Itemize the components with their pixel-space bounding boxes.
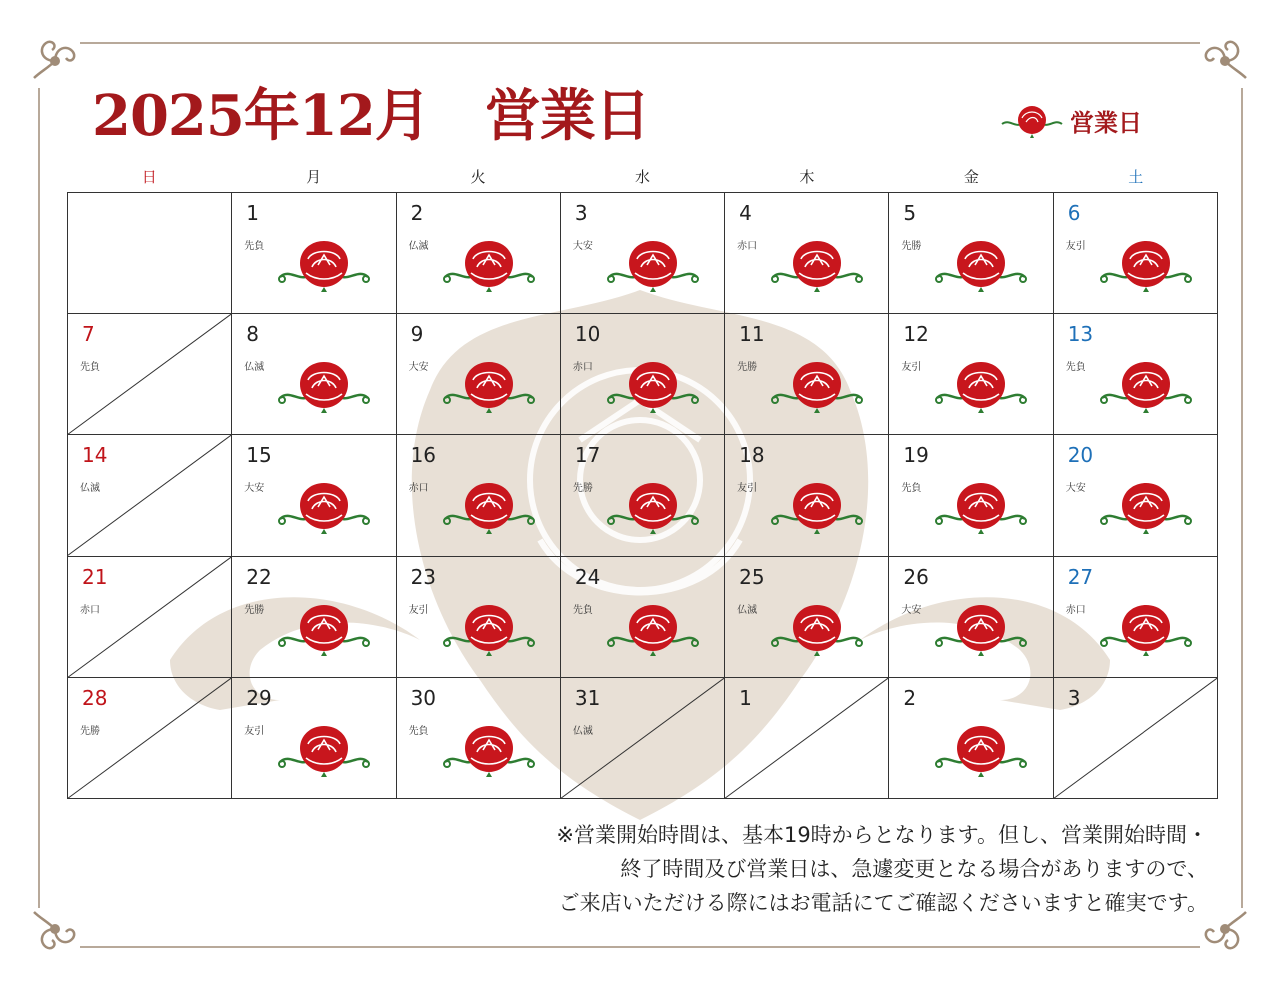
calendar-day-cell (1054, 435, 1218, 556)
rokuyo-label: 赤口 (1065, 604, 1086, 616)
day-number: 3 (1067, 685, 1081, 710)
rose-icon (1000, 100, 1064, 140)
rokuyo-label: 赤口 (408, 483, 429, 495)
calendar-day-cell (889, 314, 1053, 435)
calendar-day-cell (68, 678, 232, 799)
rose-icon (933, 722, 1029, 778)
day-number: 25 (739, 564, 765, 589)
rose-icon (605, 237, 701, 293)
rose-icon (1098, 358, 1194, 414)
day-number: 7 (82, 322, 95, 347)
weekday-wed: 水 (634, 168, 650, 186)
day-number: 20 (1067, 443, 1094, 468)
calendar-day-cell (1054, 557, 1218, 678)
day-number: 8 (246, 322, 260, 347)
rokuyo-label: 赤口 (572, 362, 593, 374)
day-number: 18 (739, 443, 765, 468)
rokuyo-label: 先勝 (737, 362, 758, 374)
calendar-day-cell (889, 193, 1053, 314)
weekday-sun: 日 (141, 168, 157, 186)
rokuyo-label: 大安 (901, 604, 922, 616)
calendar-day-cell (725, 314, 889, 435)
rokuyo-label: 先負 (408, 725, 429, 737)
calendar-day-cell (232, 678, 396, 799)
calendar-day-cell (561, 435, 725, 556)
rokuyo-label: 赤口 (80, 604, 100, 616)
rose-icon (769, 358, 865, 414)
flourish-top-left-icon (28, 34, 82, 88)
day-number: 1 (739, 685, 752, 710)
rose-icon (769, 479, 865, 535)
rose-icon (1098, 237, 1194, 293)
calendar-day-cell (561, 557, 725, 678)
day-number: 15 (246, 443, 272, 468)
frame-top-line (80, 42, 1200, 44)
rokuyo-label: 仏滅 (80, 483, 100, 495)
calendar-day-cell (68, 435, 232, 556)
day-number: 11 (739, 322, 765, 347)
day-number: 29 (246, 685, 272, 710)
calendar-day-cell (68, 557, 232, 678)
day-number: 2 (410, 201, 424, 225)
calendar-day-cell (725, 557, 889, 678)
rokuyo-label: 赤口 (737, 241, 758, 252)
weekday-fri: 金 (963, 168, 979, 186)
day-number: 3 (574, 201, 588, 225)
weekday-sat: 土 (1128, 168, 1144, 186)
rose-icon (933, 601, 1029, 657)
rokuyo-label: 友引 (901, 362, 922, 374)
rose-icon (441, 722, 537, 778)
rose-icon (933, 479, 1029, 535)
rose-icon (276, 722, 372, 778)
calendar-day-cell (725, 678, 889, 799)
rokuyo-label: 先負 (80, 362, 100, 374)
weekday-header (67, 166, 1218, 187)
day-number: 5 (903, 201, 917, 225)
day-number: 14 (82, 443, 108, 468)
rokuyo-label: 友引 (408, 604, 429, 616)
calendar-day-cell (889, 678, 1053, 799)
calendar-grid (67, 192, 1218, 799)
calendar-day-cell (889, 435, 1053, 556)
weekday-tue: 火 (470, 168, 486, 186)
rose-icon (1098, 479, 1194, 535)
rose-icon (441, 358, 537, 414)
day-number: 10 (574, 322, 601, 347)
business-hours-note (556, 818, 1208, 920)
calendar-day-cell (68, 314, 232, 435)
day-number: 2 (903, 685, 917, 710)
calendar-day-cell (232, 314, 396, 435)
calendar-day-cell (397, 678, 561, 799)
flourish-bottom-left-icon (28, 902, 82, 956)
page-title: 2025年12月 営業日 (92, 83, 650, 149)
rokuyo-label: 先負 (572, 604, 593, 616)
note-line: ※営業開始時間は、基本19時からとなります。但し、営業開始時間・ (556, 823, 1208, 847)
day-number: 13 (1067, 322, 1094, 347)
rokuyo-label: 仏滅 (408, 241, 429, 252)
calendar-day-cell (1054, 314, 1218, 435)
note-line: ご来店いただける際にはお電話にてご確認くださいますと確実です。 (558, 891, 1208, 915)
rokuyo-label: 友引 (1065, 241, 1086, 252)
weekday-thu: 木 (799, 168, 815, 186)
rokuyo-label: 大安 (572, 241, 593, 252)
rose-icon (276, 358, 372, 414)
calendar-day-cell (397, 435, 561, 556)
rokuyo-label: 先負 (901, 483, 922, 495)
rose-icon (276, 237, 372, 293)
rose-icon (605, 601, 701, 657)
calendar-day-cell (397, 314, 561, 435)
rokuyo-label: 大安 (1065, 483, 1086, 495)
rokuyo-label: 友引 (244, 725, 265, 737)
rokuyo-label: 大安 (244, 483, 265, 495)
calendar-day-cell (232, 557, 396, 678)
calendar-day-cell (561, 193, 725, 314)
rose-icon (769, 601, 865, 657)
note-line: 終了時間及び営業日は、急遽変更となる場合がありますので、 (620, 857, 1208, 881)
calendar-day-cell (1054, 678, 1218, 799)
calendar-day-cell (232, 193, 396, 314)
day-number: 4 (739, 201, 752, 225)
calendar-day-cell (232, 435, 396, 556)
day-number: 16 (410, 443, 437, 468)
rose-icon (276, 479, 372, 535)
day-number: 23 (410, 564, 437, 589)
day-number: 30 (410, 685, 437, 710)
rose-icon (605, 358, 701, 414)
rose-icon (769, 237, 865, 293)
day-number: 19 (903, 443, 929, 468)
rokuyo-label: 先負 (244, 241, 265, 252)
calendar-day-cell (561, 314, 725, 435)
day-number: 9 (410, 322, 424, 347)
calendar-day-cell (725, 435, 889, 556)
rose-icon (933, 358, 1029, 414)
day-number: 1 (246, 201, 260, 225)
rokuyo-label: 友引 (737, 483, 758, 495)
rokuyo-label: 先勝 (80, 725, 100, 737)
rokuyo-label: 先負 (1065, 362, 1086, 374)
rose-icon (276, 601, 372, 657)
weekday-mon: 月 (306, 168, 322, 186)
day-number: 17 (574, 443, 601, 468)
calendar-day-cell (397, 193, 561, 314)
day-number: 31 (574, 685, 601, 710)
rose-icon (441, 601, 537, 657)
flourish-top-right-icon (1198, 34, 1252, 88)
rokuyo-label: 大安 (408, 362, 429, 374)
frame-left-line (38, 88, 40, 908)
day-number: 28 (82, 685, 108, 710)
frame-bottom-line (80, 946, 1200, 948)
rose-icon (605, 479, 701, 535)
rose-icon (441, 479, 537, 535)
calendar-day-cell (889, 557, 1053, 678)
day-number: 12 (903, 322, 929, 347)
day-number: 27 (1067, 564, 1094, 589)
calendar-day-cell (397, 557, 561, 678)
calendar-day-cell (1054, 193, 1218, 314)
rokuyo-label: 仏滅 (244, 362, 265, 374)
calendar-day-cell (561, 678, 725, 799)
day-number: 26 (903, 564, 929, 589)
rose-icon (933, 237, 1029, 293)
rokuyo-label: 仏滅 (572, 725, 593, 737)
frame-right-line (1241, 88, 1243, 908)
rokuyo-label: 先勝 (572, 483, 593, 495)
rokuyo-label: 先勝 (244, 604, 265, 616)
day-number: 21 (82, 564, 108, 589)
rokuyo-label: 仏滅 (737, 604, 758, 616)
day-number: 6 (1067, 201, 1081, 225)
rokuyo-label: 先勝 (901, 241, 922, 252)
calendar-day-cell (68, 193, 232, 314)
legend-label: 営業日 (1070, 107, 1142, 137)
day-number: 22 (246, 564, 272, 589)
calendar-day-cell (725, 193, 889, 314)
rose-icon (1098, 601, 1194, 657)
rose-icon (441, 237, 537, 293)
day-number: 24 (574, 564, 601, 589)
legend (1000, 100, 1142, 140)
